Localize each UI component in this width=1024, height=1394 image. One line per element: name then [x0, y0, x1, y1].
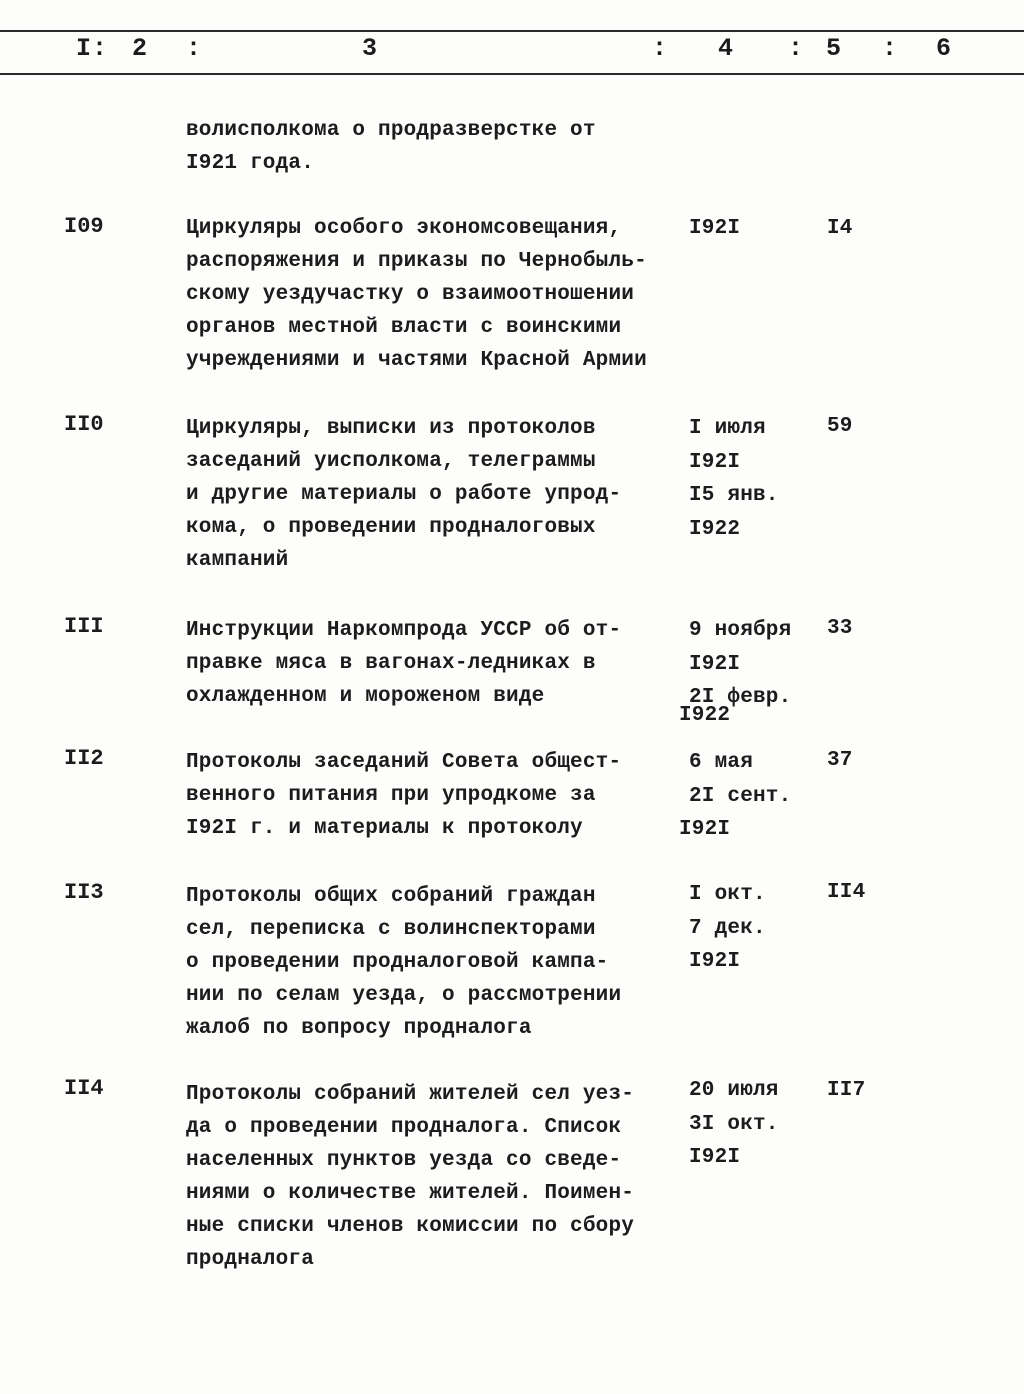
text-line: венного питания при упродкоме за	[186, 784, 596, 807]
header-col-3: 3	[362, 34, 378, 63]
text-line: кома, о проведении продналоговых	[186, 516, 596, 539]
date-line: 20 июля	[689, 1079, 779, 1102]
date-line: 3I окт.	[689, 1112, 779, 1136]
date-line: 2I февр.	[689, 686, 792, 709]
header-col-6: 6	[936, 34, 952, 63]
date-line: I92I	[679, 818, 731, 841]
text-line: Инструкции Наркомпрода УССР об от-	[186, 619, 622, 642]
text-line: жалоб по вопросу продналога	[186, 1017, 532, 1040]
text-line: населенных пунктов уезда со сведе-	[186, 1149, 622, 1172]
text-line: ные списки членов комиссии по сбору	[186, 1215, 635, 1238]
date-line: 6 мая	[689, 751, 754, 774]
text-line: да о проведении продналога. Список	[186, 1116, 622, 1139]
header-separator: :	[652, 34, 668, 63]
text-line: и другие материалы о работе упрод-	[186, 483, 622, 506]
text-line: Протоколы собраний жителей сел уез-	[186, 1083, 635, 1106]
text-line: сел, переписка с волинспекторами	[186, 918, 596, 941]
record-number: II0	[64, 412, 104, 437]
date-line: I92I	[689, 217, 741, 240]
date-line: I окт.	[689, 883, 766, 906]
text-line: учреждениями и частями Красной Армии	[186, 349, 647, 372]
header-bottom-rule	[0, 73, 1024, 75]
record-dates	[679, 746, 792, 847]
record-dates	[689, 412, 779, 546]
text-line: Циркуляры особого экономсовещания,	[186, 217, 622, 240]
record-sheet-count: 59	[827, 415, 853, 438]
date-line: 7 дек.	[689, 916, 766, 940]
text-line: I921 года.	[186, 152, 315, 175]
header-col-4: 4	[718, 34, 734, 63]
date-line: I5 янв.	[689, 484, 779, 507]
text-line: органов местной власти с воинскими	[186, 316, 622, 339]
date-line: 2I сент.	[689, 784, 792, 808]
text-line: скому уездучастку о взаимоотношении	[186, 283, 635, 306]
header-separator: :	[882, 34, 898, 63]
date-line: I92I	[689, 652, 741, 676]
record-number: II2	[64, 746, 104, 771]
header-col-2: 2	[132, 34, 148, 63]
date-line: I922	[679, 703, 731, 727]
text-line: волисполкома о продразверстке от	[186, 119, 596, 142]
text-line: I92I г. и материалы к протоколу	[186, 817, 583, 840]
date-line: I922	[689, 517, 741, 541]
text-line: правке мяса в вагонах-ледниках в	[186, 652, 596, 675]
header-col-5: 5	[826, 34, 842, 63]
text-line: о проведении продналоговой кампа-	[186, 951, 609, 974]
record-description	[186, 614, 621, 713]
text-line: Протоколы общих собраний граждан	[186, 885, 596, 908]
continuation-text	[186, 114, 596, 180]
date-line: I92I	[689, 950, 741, 973]
record-dates	[679, 614, 792, 732]
header-separator: :	[186, 34, 202, 63]
record-dates	[689, 878, 766, 979]
date-line: I июля	[689, 417, 766, 440]
record-dates	[689, 212, 740, 246]
text-line: охлажденном и мороженом виде	[186, 685, 545, 708]
record-dates	[689, 1074, 779, 1175]
text-line: ниями о количестве жителей. Поимен-	[186, 1182, 635, 1205]
record-sheet-count: II4	[827, 881, 866, 904]
record-description	[186, 880, 621, 1045]
header-col-1: I	[76, 34, 92, 63]
record-number: II4	[64, 1076, 104, 1101]
header-separator: :	[92, 34, 108, 63]
record-description	[186, 412, 621, 577]
record-description	[186, 1078, 634, 1276]
record-number: II3	[64, 880, 104, 905]
record-number: III	[64, 614, 104, 639]
text-line: заседаний уисполкома, телеграммы	[186, 450, 596, 473]
record-sheet-count: I4	[827, 217, 853, 240]
date-line: I92I	[689, 450, 741, 474]
record-description	[186, 212, 647, 377]
text-line: продналога	[186, 1248, 315, 1271]
date-line: 9 ноября	[689, 619, 792, 642]
header-separator: :	[788, 34, 804, 63]
text-line: кампаний	[186, 549, 289, 572]
text-line: Циркуляры, выписки из протоколов	[186, 417, 596, 440]
header-top-rule	[0, 30, 1024, 32]
text-line: нии по селам уезда, о рассмотрении	[186, 984, 622, 1007]
record-sheet-count: II7	[827, 1079, 866, 1102]
record-sheet-count: 37	[827, 749, 853, 772]
record-description	[186, 746, 621, 845]
record-sheet-count: 33	[827, 617, 853, 640]
text-line: распоряжения и приказы по Чернобыль-	[186, 250, 647, 273]
date-line: I92I	[689, 1146, 741, 1169]
text-line: Протоколы заседаний Совета общест-	[186, 751, 622, 774]
record-number: I09	[64, 214, 104, 239]
